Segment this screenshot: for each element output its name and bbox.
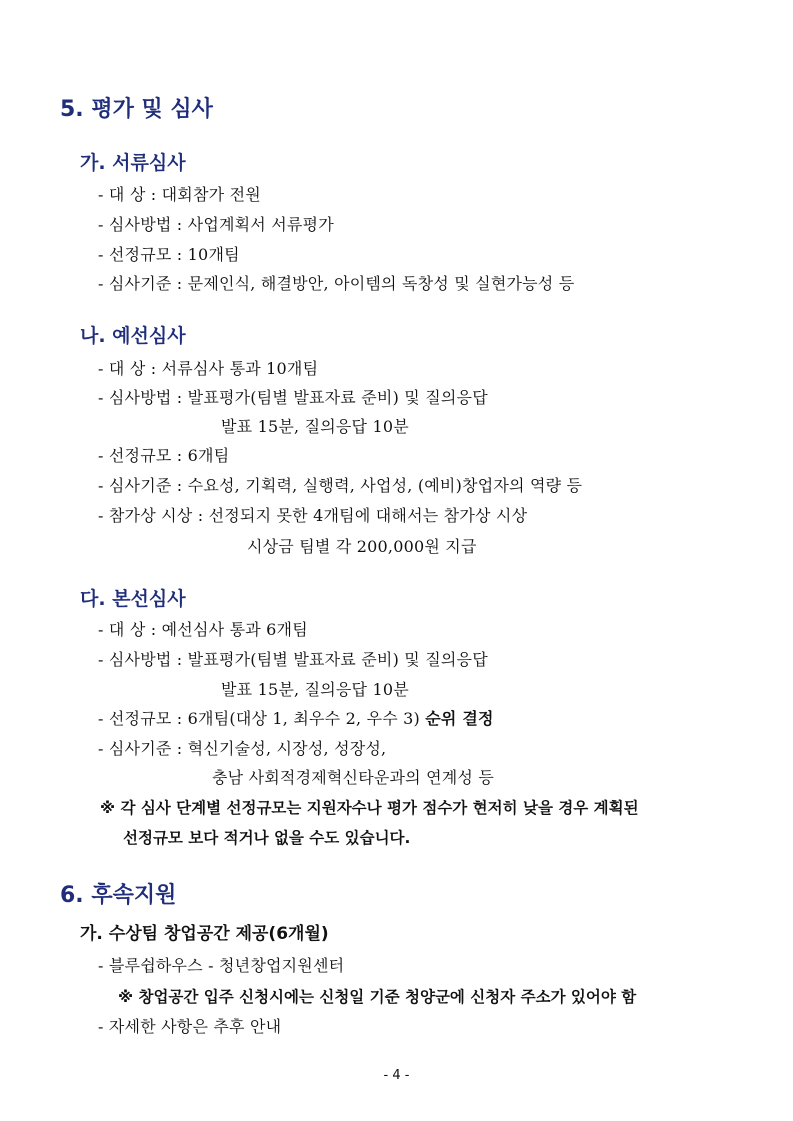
- list-item: - 심사기준 : 수요성, 기획력, 실행력, 사업성, (예비)창업자의 역량 등: [98, 476, 583, 495]
- list-item: [98, 706, 494, 729]
- subsection-document-review-title: 가. 서류심사: [80, 152, 186, 174]
- page-number: - 4 -: [383, 1068, 410, 1083]
- list-item: - 참가상 시상 : 선정되지 못한 4개팀에 대해서는 참가상 시상: [98, 506, 528, 525]
- list-item: - 심사방법 : 발표평가(팀별 발표자료 준비) 및 질의응답: [98, 650, 488, 669]
- subsection-final-review-title: 다. 본선심사: [80, 588, 186, 610]
- list-item-continuation: 발표 15분, 질의응답 10분: [221, 417, 409, 436]
- list-item: - 블루쉽하우스 - 청년창업지원센터: [98, 956, 345, 975]
- notice-text: ※ 창업공간 입주 신청시에는 신청일 기준 청양군에 신청자 주소가 있어야 함: [118, 988, 637, 1006]
- list-item-continuation: 시상금 팀별 각 200,000원 지급: [247, 537, 477, 556]
- notice-text: ※ 각 심사 단계별 선정규모는 지원자수나 평가 점수가 현저히 낮을 경우 계획된: [100, 799, 639, 817]
- list-item: - 선정규모 : 10개팀: [98, 245, 240, 264]
- list-item: - 자세한 사항은 추후 안내: [98, 1017, 282, 1036]
- subsection-workspace-title: 가. 수상팀 창업공간 제공(6개월): [80, 924, 329, 944]
- section-5-title: 5. 평가 및 심사: [60, 97, 213, 122]
- section-6-title: 6. 후속지원: [60, 883, 177, 908]
- emphasis-text: 순위 결정: [425, 709, 494, 728]
- list-item: - 선정규모 : 6개팀: [98, 446, 230, 465]
- list-item: - 심사방법 : 사업계획서 서류평가: [98, 215, 334, 234]
- list-item: - 심사기준 : 혁신기술성, 시장성, 성장성,: [98, 739, 387, 758]
- list-item: - 대 상 : 대회참가 전원: [98, 185, 261, 204]
- list-item-text: - 선정규모 : 6개팀(대상 1, 최우수 2, 우수 3): [98, 709, 426, 728]
- notice-text-continuation: 선정규모 보다 적거나 없을 수도 있습니다.: [123, 829, 411, 847]
- list-item: - 대 상 : 서류심사 통과 10개팀: [98, 359, 319, 378]
- list-item: - 심사방법 : 발표평가(팀별 발표자료 준비) 및 질의응답: [98, 388, 488, 407]
- list-item-continuation: 발표 15분, 질의응답 10분: [221, 680, 409, 699]
- list-item: - 대 상 : 예선심사 통과 6개팀: [98, 620, 308, 639]
- list-item-continuation: 충남 사회적경제혁신타운과의 연계성 등: [212, 768, 495, 787]
- list-item: - 심사기준 : 문제인식, 해결방안, 아이템의 독창성 및 실현가능성 등: [98, 274, 575, 293]
- subsection-preliminary-review-title: 나. 예선심사: [80, 325, 186, 347]
